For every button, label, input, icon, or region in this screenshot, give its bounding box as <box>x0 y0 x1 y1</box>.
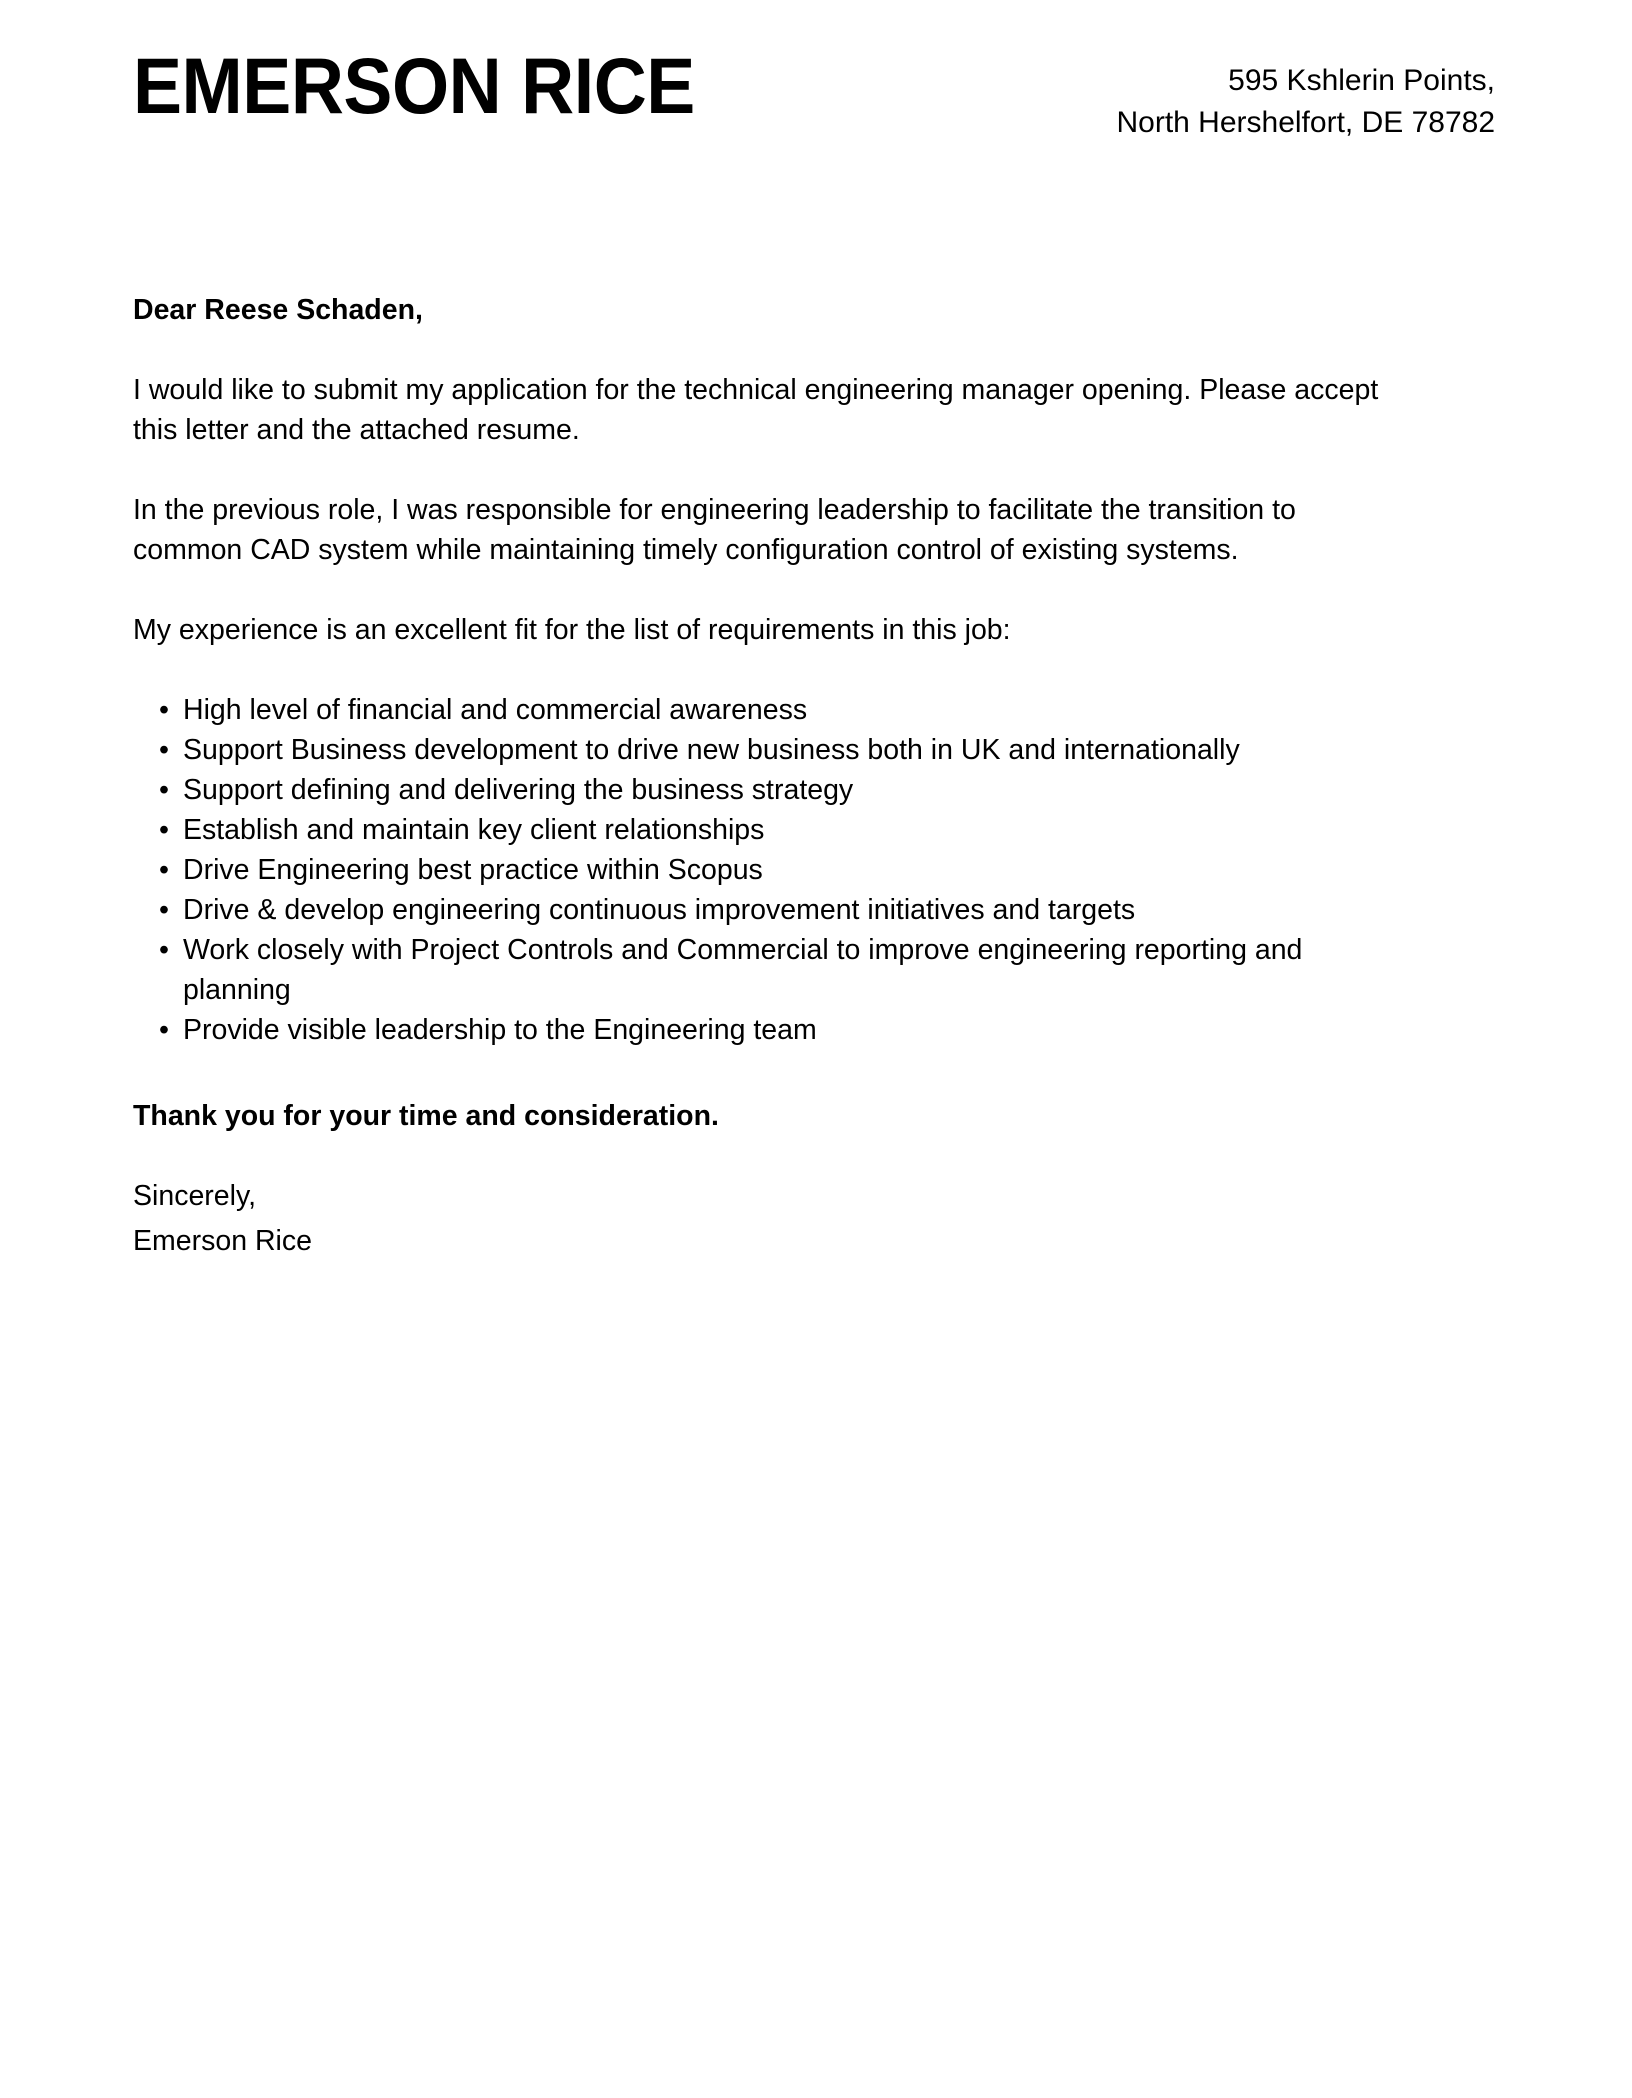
address-line-city-state-zip: North Hershelfort, DE 78782 <box>1116 106 1495 139</box>
paragraph-intro: I would like to submit my application for the technical engineering manager opening. Please accept this letter and the attached resume. <box>133 374 1379 446</box>
requirements-list <box>133 690 1405 1050</box>
list-item: • Drive & develop engineering continuous improvement initiatives and targets <box>133 890 1405 930</box>
letter-body <box>133 290 1405 1264</box>
signature-block <box>133 1174 1405 1264</box>
list-item: • Support Business development to drive new business both in UK and internationally <box>133 730 1405 770</box>
sender-address <box>1116 46 1495 144</box>
paragraph-experience: In the previous role, I was responsible for engineering leadership to facilitate the transition to common CAD system while maintaining timely configuration control of existing systems. <box>133 494 1296 566</box>
list-item: • Drive Engineering best practice within Scopus <box>133 850 1405 890</box>
closing-thanks: Thank you for your time and consideration. <box>133 1100 719 1132</box>
list-item: • Work closely with Project Controls and Commercial to improve engineering reporting and planning <box>133 930 1405 1010</box>
paragraph-requirements-lead-in: My experience is an excellent fit for the list of requirements in this job: <box>133 614 1011 646</box>
salutation: Dear Reese Schaden, <box>133 294 423 326</box>
letterhead <box>133 41 1495 144</box>
signature-name: Emerson Rice <box>133 1225 312 1257</box>
list-item: • Support defining and delivering the business strategy <box>133 770 1405 810</box>
signoff-closing: Sincerely, <box>133 1180 257 1212</box>
page-title: EMERSON RICE <box>133 41 695 130</box>
list-item: • Provide visible leadership to the Engineering team <box>133 1010 1405 1050</box>
address-line-street: 595 Kshlerin Points, <box>1228 64 1495 97</box>
list-item: • Establish and maintain key client relationships <box>133 810 1405 850</box>
list-item: • High level of financial and commercial awareness <box>133 690 1405 730</box>
